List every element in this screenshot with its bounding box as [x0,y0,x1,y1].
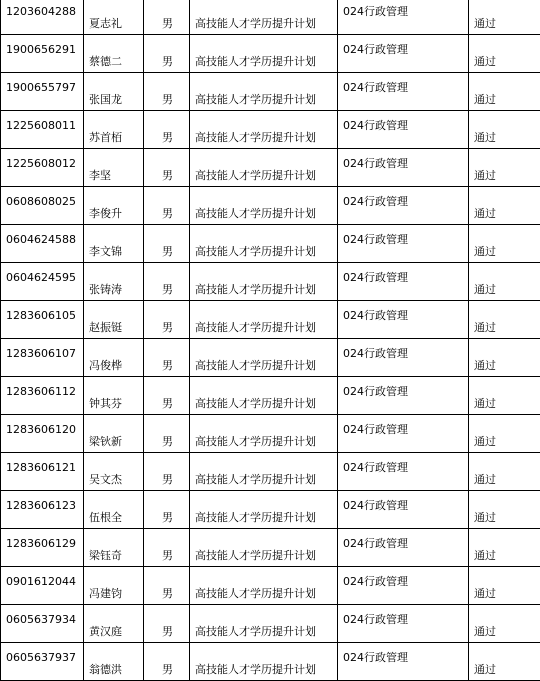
gender-cell: 男 [144,111,190,149]
student-id-cell: 0608608025 [1,187,84,225]
gender-cell: 男 [144,453,190,491]
student-id-cell: 1225608011 [1,111,84,149]
plan-cell: 高技能人才学历提升计划 [190,491,338,529]
major-cell: 024行政管理 [338,339,469,377]
student-id-cell: 1283606107 [1,339,84,377]
gender-cell: 男 [144,415,190,453]
plan-cell: 高技能人才学历提升计划 [190,301,338,339]
student-id-cell: 1203604288 [1,0,84,35]
table-row [1,73,540,111]
status-cell: 通过 [469,567,540,605]
gender-cell: 男 [144,377,190,415]
student-id-cell: 1900655797 [1,73,84,111]
student-id-cell: 1283606120 [1,415,84,453]
status-cell: 通过 [469,491,540,529]
gender-cell: 男 [144,73,190,111]
student-name-cell: 蔡德二 [84,35,144,73]
gender-cell: 男 [144,187,190,225]
student-name-cell: 吴文杰 [84,453,144,491]
major-cell: 024行政管理 [338,567,469,605]
student-id-cell: 1225608012 [1,149,84,187]
student-id-cell: 1283606105 [1,301,84,339]
student-name-cell: 赵振铤 [84,301,144,339]
plan-cell: 高技能人才学历提升计划 [190,149,338,187]
status-cell: 通过 [469,73,540,111]
table-row [1,377,540,415]
plan-cell: 高技能人才学历提升计划 [190,415,338,453]
student-id-cell: 1283606112 [1,377,84,415]
gender-cell: 男 [144,567,190,605]
student-name-cell: 李文锦 [84,225,144,263]
student-name-cell: 冯俊桦 [84,339,144,377]
table-row [1,149,540,187]
plan-cell: 高技能人才学历提升计划 [190,187,338,225]
table-row [1,0,540,35]
major-cell: 024行政管理 [338,491,469,529]
table-row [1,529,540,567]
status-cell: 通过 [469,529,540,567]
table-row [1,415,540,453]
student-name-cell: 张国龙 [84,73,144,111]
status-cell: 通过 [469,149,540,187]
major-cell: 024行政管理 [338,187,469,225]
major-cell: 024行政管理 [338,605,469,643]
table-row [1,567,540,605]
major-cell: 024行政管理 [338,377,469,415]
student-id-cell: 0605637934 [1,605,84,643]
status-cell: 通过 [469,111,540,149]
plan-cell: 高技能人才学历提升计划 [190,605,338,643]
student-name-cell: 李俊升 [84,187,144,225]
plan-cell: 高技能人才学历提升计划 [190,0,338,35]
status-cell: 通过 [469,605,540,643]
student-id-cell: 1900656291 [1,35,84,73]
major-cell: 024行政管理 [338,35,469,73]
student-name-cell: 伍根全 [84,491,144,529]
plan-cell: 高技能人才学历提升计划 [190,377,338,415]
status-cell: 通过 [469,377,540,415]
status-cell: 通过 [469,187,540,225]
gender-cell: 男 [144,263,190,301]
student-id-cell: 1283606121 [1,453,84,491]
major-cell: 024行政管理 [338,529,469,567]
table-row [1,263,540,301]
table-row [1,187,540,225]
major-cell: 024行政管理 [338,73,469,111]
table-row [1,225,540,263]
plan-cell: 高技能人才学历提升计划 [190,643,338,681]
student-name-cell: 梁钰奇 [84,529,144,567]
table-row [1,35,540,73]
status-cell: 通过 [469,301,540,339]
table-row [1,491,540,529]
major-cell: 024行政管理 [338,301,469,339]
status-cell: 通过 [469,263,540,301]
major-cell: 024行政管理 [338,263,469,301]
gender-cell: 男 [144,0,190,35]
table-row [1,339,540,377]
plan-cell: 高技能人才学历提升计划 [190,73,338,111]
table-row [1,111,540,149]
student-name-cell: 张铸涛 [84,263,144,301]
plan-cell: 高技能人才学历提升计划 [190,263,338,301]
gender-cell: 男 [144,149,190,187]
student-id-cell: 0605637937 [1,643,84,681]
gender-cell: 男 [144,491,190,529]
major-cell: 024行政管理 [338,415,469,453]
plan-cell: 高技能人才学历提升计划 [190,111,338,149]
table-row [1,605,540,643]
major-cell: 024行政管理 [338,0,469,35]
student-id-cell: 0901612044 [1,567,84,605]
status-cell: 通过 [469,453,540,491]
student-id-cell: 1283606129 [1,529,84,567]
major-cell: 024行政管理 [338,149,469,187]
status-cell: 通过 [469,225,540,263]
student-name-cell: 黄汉庭 [84,605,144,643]
status-cell: 通过 [469,35,540,73]
student-name-cell: 翁德洪 [84,643,144,681]
student-id-cell: 0604624595 [1,263,84,301]
plan-cell: 高技能人才学历提升计划 [190,567,338,605]
table-row [1,453,540,491]
major-cell: 024行政管理 [338,111,469,149]
status-cell: 通过 [469,0,540,35]
gender-cell: 男 [144,529,190,567]
student-name-cell: 李坚 [84,149,144,187]
table-row [1,301,540,339]
plan-cell: 高技能人才学历提升计划 [190,225,338,263]
student-name-cell: 梁钬新 [84,415,144,453]
gender-cell: 男 [144,225,190,263]
table-body [1,0,540,681]
plan-cell: 高技能人才学历提升计划 [190,529,338,567]
gender-cell: 男 [144,339,190,377]
gender-cell: 男 [144,35,190,73]
major-cell: 024行政管理 [338,643,469,681]
gender-cell: 男 [144,301,190,339]
table-row [1,643,540,681]
plan-cell: 高技能人才学历提升计划 [190,453,338,491]
status-cell: 通过 [469,339,540,377]
student-id-cell: 1283606123 [1,491,84,529]
status-cell: 通过 [469,415,540,453]
student-name-cell: 苏首栢 [84,111,144,149]
gender-cell: 男 [144,643,190,681]
status-cell: 通过 [469,643,540,681]
major-cell: 024行政管理 [338,225,469,263]
student-name-cell: 冯建钧 [84,567,144,605]
student-name-cell: 夏志礼 [84,0,144,35]
student-id-cell: 0604624588 [1,225,84,263]
plan-cell: 高技能人才学历提升计划 [190,339,338,377]
gender-cell: 男 [144,605,190,643]
student-name-cell: 钟其芬 [84,377,144,415]
major-cell: 024行政管理 [338,453,469,491]
plan-cell: 高技能人才学历提升计划 [190,35,338,73]
